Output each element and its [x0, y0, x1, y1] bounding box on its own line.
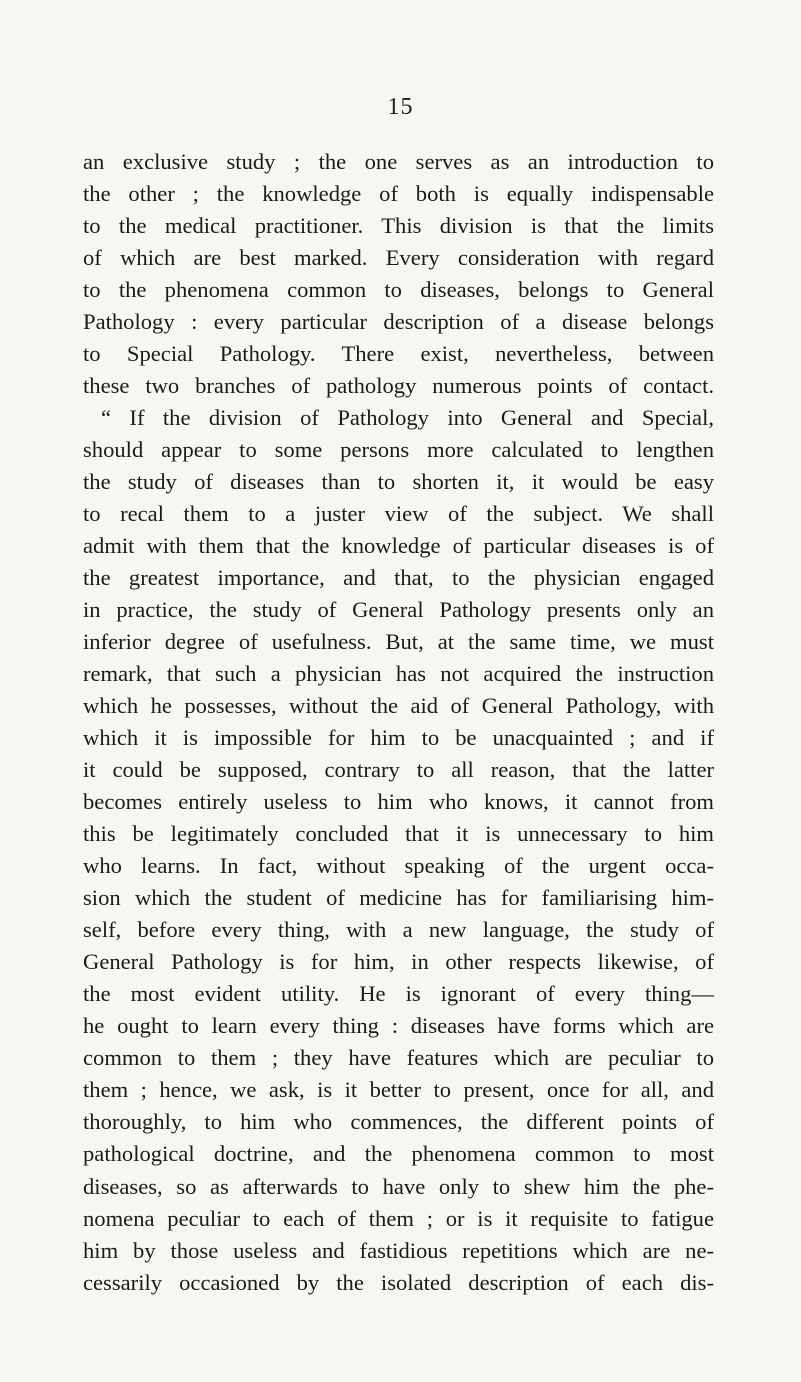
text-line: in practice, the study of General Pathology presents only an: [83, 597, 714, 623]
text-line: self, before every thing, with a new language, the study of: [83, 917, 714, 943]
text-line: an exclusive study ; the one serves as an introduction to: [83, 149, 714, 174]
text-line: it could be supposed, contrary to all reason, that the latter: [83, 757, 714, 783]
page-number: 15: [387, 94, 414, 120]
text-line: of which are best marked. Every consideration with regard: [83, 245, 714, 271]
text-line: Pathology : every particular description of a disease belongs: [83, 309, 714, 335]
text-line-paragraph-start: “ If the division of Pathology into General and Special,: [101, 405, 714, 431]
text-line: he ought to learn every thing : diseases have forms which are: [83, 1013, 714, 1039]
text-line: cessarily occasioned by the isolated description of each dis-: [83, 1269, 714, 1295]
text-line: the most evident utility. He is ignorant of every thing—: [83, 981, 714, 1007]
text-line: inferior degree of usefulness. But, at the same time, we must: [83, 629, 714, 655]
text-line: thoroughly, to him who commences, the different points of: [83, 1109, 714, 1135]
text-line: the study of diseases than to shorten it, it would be easy: [83, 469, 714, 495]
text-line: them ; hence, we ask, is it better to present, once for all, and: [83, 1077, 714, 1103]
text-line: which it is impossible for him to be unacquainted ; and if: [83, 725, 714, 751]
text-line: common to them ; they have features which are peculiar to: [83, 1045, 714, 1071]
text-line: nomena peculiar to each of them ; or is it requisite to fatigue: [83, 1205, 714, 1231]
text-line: becomes entirely useless to him who knows, it cannot from: [83, 789, 714, 815]
text-line: should appear to some persons more calculated to lengthen: [83, 437, 714, 463]
text-line: him by those useless and fastidious repetitions which are ne-: [83, 1237, 714, 1263]
text-line: the greatest importance, and that, to the physician engaged: [83, 565, 714, 591]
text-line: General Pathology is for him, in other respects likewise, of: [83, 949, 714, 975]
text-line: to the phenomena common to diseases, belongs to General: [83, 277, 714, 303]
text-line: who learns. In fact, without speaking of the urgent occa-: [83, 853, 714, 879]
text-line: admit with them that the knowledge of particular diseases is of: [83, 533, 714, 559]
text-line: to Special Pathology. There exist, nevertheless, between: [83, 341, 714, 367]
text-line: to the medical practitioner. This division is that the limits: [83, 213, 714, 239]
text-line: this be legitimately concluded that it is unnecessary to him: [83, 821, 714, 847]
text-line: to recal them to a juster view of the subject. We shall: [83, 501, 714, 527]
body-text: [83, 146, 714, 1299]
text-line: pathological doctrine, and the phenomena common to most: [83, 1141, 714, 1167]
text-line: these two branches of pathology numerous points of contact.: [83, 373, 714, 399]
text-line: diseases, so as afterwards to have only to shew him the phe-: [83, 1173, 714, 1199]
text-line: sion which the student of medicine has for familiarising him-: [83, 885, 714, 911]
text-line: remark, that such a physician has not acquired the instruction: [83, 661, 714, 687]
text-line: the other ; the knowledge of both is equally indispensable: [83, 181, 714, 207]
text-line: which he possesses, without the aid of General Pathology, with: [83, 693, 714, 719]
